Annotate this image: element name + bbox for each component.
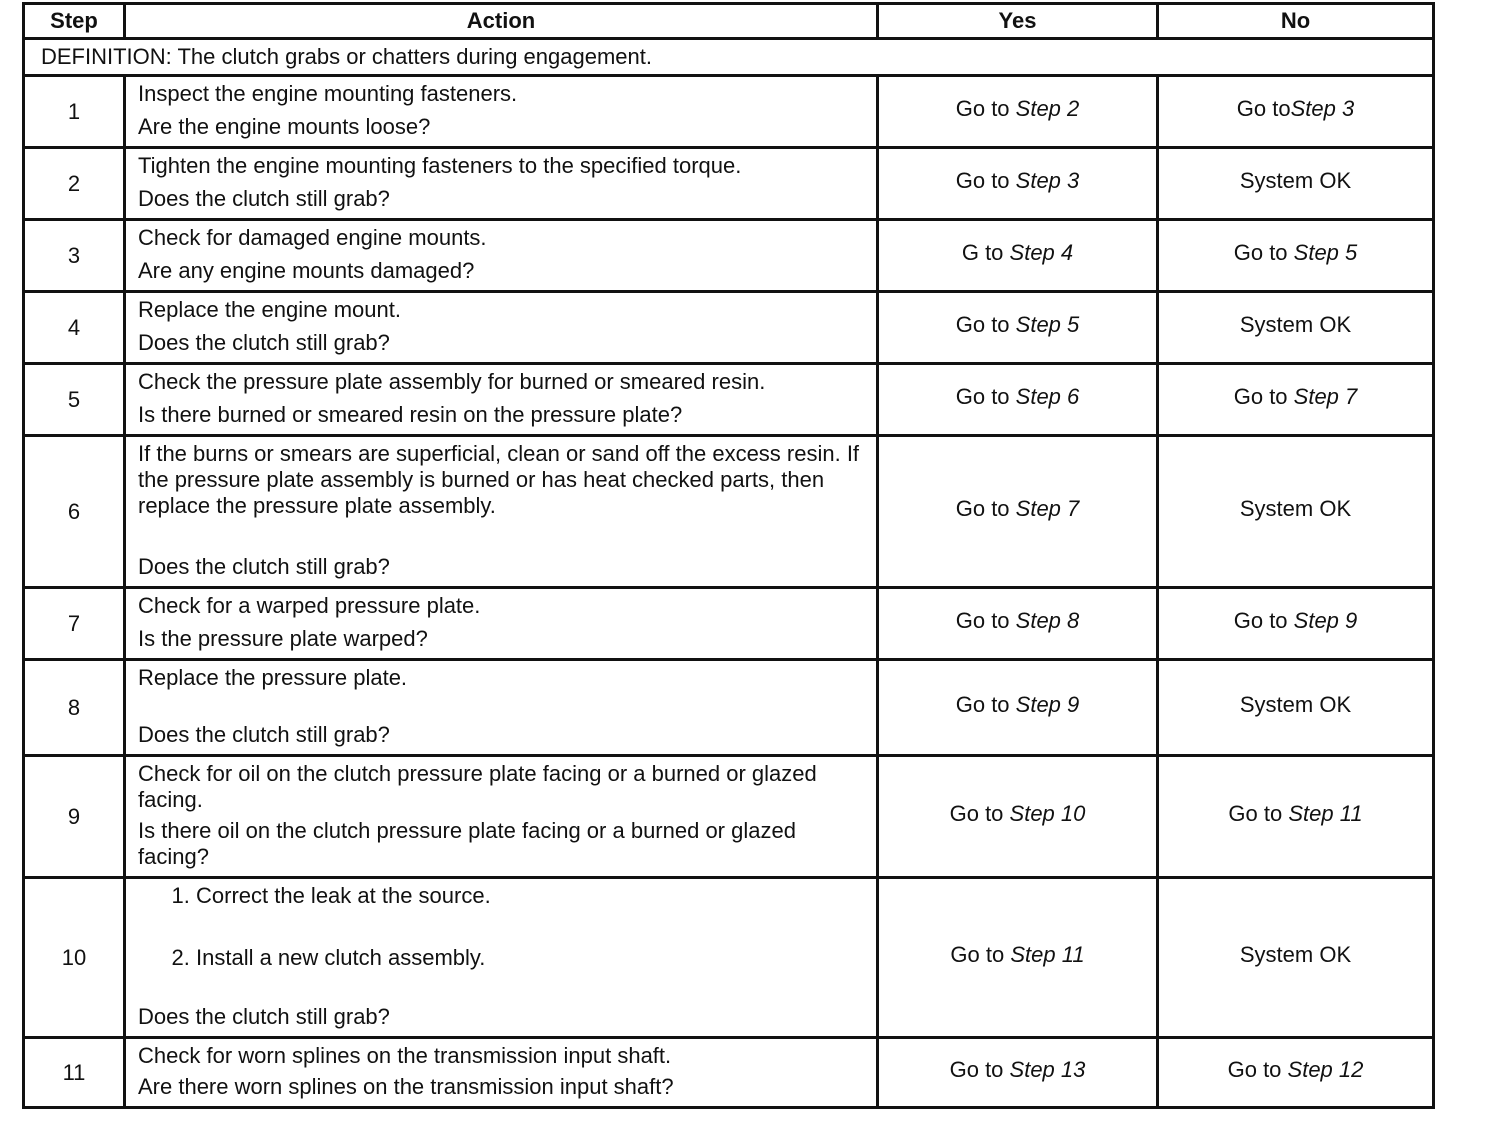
step-number: 1 xyxy=(24,76,125,148)
no-outcome-text: System OK xyxy=(1239,691,1352,717)
no-outcome-prefix: Go to xyxy=(1233,239,1294,265)
yes-outcome xyxy=(878,756,1158,878)
yes-outcome xyxy=(878,1038,1158,1108)
yes-outcome-step-ref: Step 7 xyxy=(1015,495,1080,521)
table-row xyxy=(24,148,1434,220)
action-question: Is there oil on the clutch pressure plate facing or a burned or glazed facing? xyxy=(138,818,796,869)
yes-outcome-step-ref: Step 3 xyxy=(1015,167,1080,193)
no-outcome-step-ref: Step 7 xyxy=(1293,383,1358,409)
no-outcome-prefix: Go to xyxy=(1228,800,1289,826)
no-outcome-text: System OK xyxy=(1239,311,1352,337)
action-question: Are the engine mounts loose? xyxy=(138,114,431,139)
action-instruction: Tighten the engine mounting fasteners to the specified torque. xyxy=(138,153,742,178)
substep-list xyxy=(138,883,866,971)
action-question: Are there worn splines on the transmission input shaft? xyxy=(138,1074,674,1099)
step-number: 9 xyxy=(24,756,125,878)
yes-outcome-prefix: Go to xyxy=(955,495,1016,521)
no-outcome-text: System OK xyxy=(1239,941,1352,967)
action-question: Does the clutch still grab? xyxy=(138,554,390,579)
no-outcome xyxy=(1158,878,1434,1038)
action-cell xyxy=(125,364,878,436)
no-outcome-text: System OK xyxy=(1239,495,1352,521)
action-question: Is the pressure plate warped? xyxy=(138,626,428,651)
no-outcome xyxy=(1158,660,1434,756)
action-cell xyxy=(125,660,878,756)
yes-outcome-step-ref: Step 8 xyxy=(1015,607,1080,633)
yes-outcome-prefix: Go to xyxy=(949,1056,1010,1082)
action-cell xyxy=(125,148,878,220)
action-cell xyxy=(125,76,878,148)
table-row xyxy=(24,220,1434,292)
no-outcome-prefix: Go to xyxy=(1233,383,1294,409)
no-outcome-step-ref: Step 9 xyxy=(1293,607,1358,633)
yes-outcome xyxy=(878,292,1158,364)
yes-outcome xyxy=(878,148,1158,220)
table-row xyxy=(24,588,1434,660)
yes-outcome-step-ref: Step 4 xyxy=(1009,239,1074,265)
no-outcome-text: System OK xyxy=(1239,167,1352,193)
table-row xyxy=(24,1038,1434,1108)
action-question: Is there burned or smeared resin on the pressure plate? xyxy=(138,402,683,427)
table-row xyxy=(24,436,1434,588)
action-instruction: Check for oil on the clutch pressure plate facing or a burned or glazed facing. xyxy=(138,761,817,812)
action-question: Does the clutch still grab? xyxy=(138,330,390,355)
action-cell xyxy=(125,436,878,588)
definition-row xyxy=(24,39,1434,76)
yes-outcome-prefix: Go to xyxy=(955,383,1016,409)
yes-outcome xyxy=(878,878,1158,1038)
yes-outcome-step-ref: Step 6 xyxy=(1015,383,1080,409)
no-outcome xyxy=(1158,148,1434,220)
header-step: Step xyxy=(24,4,125,39)
action-cell xyxy=(125,756,878,878)
definition-text: DEFINITION: The clutch grabs or chatters during engagement. xyxy=(24,39,1434,76)
no-outcome-prefix: Go to xyxy=(1236,95,1291,121)
action-instruction: Replace the engine mount. xyxy=(138,297,401,322)
no-outcome xyxy=(1158,364,1434,436)
no-outcome-step-ref: Step 3 xyxy=(1290,95,1355,121)
action-instruction: If the burns or smears are superficial, clean or sand off the excess resin. If the pressure plate assembly is burned or has heat checked parts, then replace the pressure plate assembly. xyxy=(138,441,860,518)
yes-outcome-step-ref: Step 13 xyxy=(1009,1056,1086,1082)
step-number: 4 xyxy=(24,292,125,364)
action-cell xyxy=(125,220,878,292)
yes-outcome-prefix: Go to xyxy=(955,607,1016,633)
step-number: 7 xyxy=(24,588,125,660)
no-outcome-prefix: Go to xyxy=(1227,1056,1288,1082)
step-number: 11 xyxy=(24,1038,125,1108)
yes-outcome-step-ref: Step 2 xyxy=(1015,95,1080,121)
step-number: 8 xyxy=(24,660,125,756)
no-outcome xyxy=(1158,588,1434,660)
action-instruction: Replace the pressure plate. xyxy=(138,665,408,690)
no-outcome xyxy=(1158,220,1434,292)
yes-outcome-step-ref: Step 9 xyxy=(1015,691,1080,717)
table-row xyxy=(24,292,1434,364)
table-row xyxy=(24,660,1434,756)
yes-outcome-step-ref: Step 5 xyxy=(1015,311,1080,337)
yes-outcome-prefix: Go to xyxy=(950,941,1011,967)
action-cell xyxy=(125,292,878,364)
yes-outcome-prefix: Go to xyxy=(955,691,1016,717)
table-row xyxy=(24,878,1434,1038)
yes-outcome-prefix: Go to xyxy=(955,311,1016,337)
no-outcome xyxy=(1158,756,1434,878)
yes-outcome-prefix: G to xyxy=(961,239,1010,265)
action-instruction: Check the pressure plate assembly for burned or smeared resin. xyxy=(138,369,766,394)
header-no: No xyxy=(1158,4,1434,39)
step-number: 3 xyxy=(24,220,125,292)
substep-item: 2. Install a new clutch assembly. xyxy=(196,945,866,971)
step-number: 5 xyxy=(24,364,125,436)
no-outcome xyxy=(1158,436,1434,588)
action-instruction: Check for damaged engine mounts. xyxy=(138,225,487,250)
header-action: Action xyxy=(125,4,878,39)
table-row xyxy=(24,364,1434,436)
action-question: Does the clutch still grab? xyxy=(138,722,390,747)
action-instruction: Check for worn splines on the transmission input shaft. xyxy=(138,1043,672,1068)
action-instruction: Inspect the engine mounting fasteners. xyxy=(138,81,518,106)
step-number: 2 xyxy=(24,148,125,220)
yes-outcome xyxy=(878,364,1158,436)
header-row xyxy=(24,4,1434,39)
yes-outcome xyxy=(878,436,1158,588)
yes-outcome xyxy=(878,220,1158,292)
no-outcome-step-ref: Step 11 xyxy=(1288,800,1363,826)
yes-outcome-prefix: Go to xyxy=(955,167,1016,193)
no-outcome xyxy=(1158,292,1434,364)
yes-outcome-step-ref: Step 10 xyxy=(1009,800,1086,826)
diagnostic-table xyxy=(22,2,1435,1109)
yes-outcome-step-ref: Step 11 xyxy=(1010,941,1085,967)
action-instruction: Check for a warped pressure plate. xyxy=(138,593,481,618)
no-outcome-prefix: Go to xyxy=(1233,607,1294,633)
action-cell xyxy=(125,1038,878,1108)
table-row xyxy=(24,756,1434,878)
no-outcome-step-ref: Step 5 xyxy=(1293,239,1358,265)
action-cell xyxy=(125,588,878,660)
substep-item: 1. Correct the leak at the source. xyxy=(196,883,866,909)
action-cell xyxy=(125,878,878,1038)
yes-outcome xyxy=(878,588,1158,660)
step-number: 10 xyxy=(24,878,125,1038)
action-question: Does the clutch still grab? xyxy=(138,1004,390,1029)
action-question: Are any engine mounts damaged? xyxy=(138,258,475,283)
table-row xyxy=(24,76,1434,148)
yes-outcome xyxy=(878,76,1158,148)
no-outcome-step-ref: Step 12 xyxy=(1287,1056,1364,1082)
no-outcome xyxy=(1158,1038,1434,1108)
step-number: 6 xyxy=(24,436,125,588)
no-outcome xyxy=(1158,76,1434,148)
action-question: Does the clutch still grab? xyxy=(138,186,390,211)
header-yes: Yes xyxy=(878,4,1158,39)
yes-outcome-prefix: Go to xyxy=(949,800,1010,826)
yes-outcome-prefix: Go to xyxy=(955,95,1016,121)
yes-outcome xyxy=(878,660,1158,756)
